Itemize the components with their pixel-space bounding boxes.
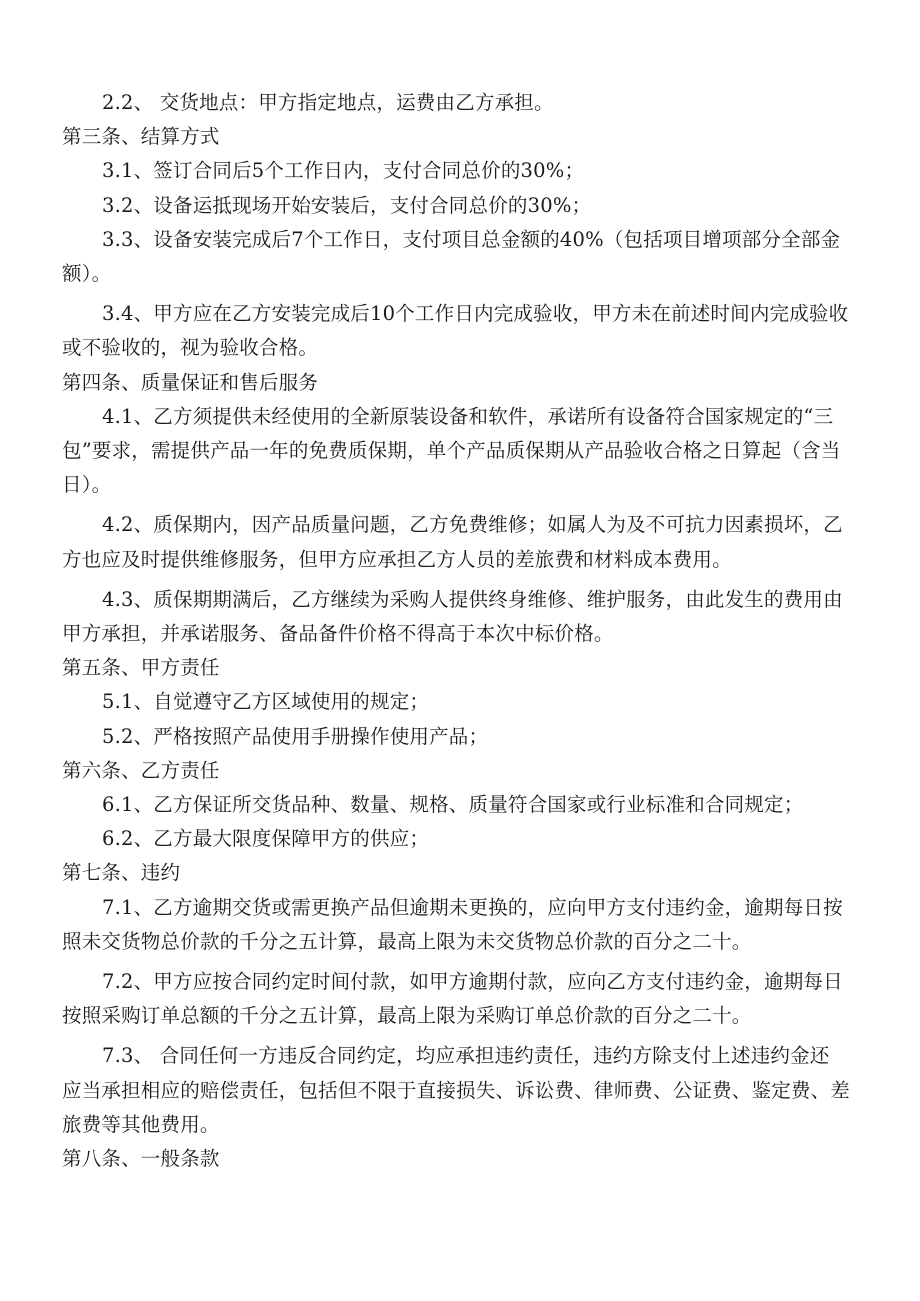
paragraph-continuation: 日）。 [62, 473, 112, 497]
paragraph-continuation: 方也应及时提供维修服务，但甲方应承担乙方人员的差旅费和材料成本费用。 [62, 547, 732, 571]
paragraph-line: 3.3、设备安装完成后7个工作日，支付项目总金额的40%（包括项目增项部分全部金 [102, 227, 841, 251]
paragraph-line: 4.1、乙方须提供未经使用的全新原装设备和软件，承诺所有设备符合国家规定的“三 [102, 404, 834, 428]
paragraph-line: 6.2、乙方最大限度保障甲方的供应； [102, 827, 430, 851]
paragraph-continuation: 按照采购订单总额的千分之五计算，最高上限为采购订单总价款的百分之二十。 [62, 1004, 752, 1028]
paragraph-line: 3.4、甲方应在乙方安装完成后10个工作日内完成验收，甲方未在前述时间内完成验收 [102, 302, 849, 326]
section-heading: 第六条、乙方责任 [62, 758, 220, 782]
paragraph-line: 7.1、乙方逾期交货或需更换产品但逾期未更换的，应向甲方支付违约金，逾期每日按 [102, 895, 843, 919]
paragraph-line: 4.3、质保期期满后，乙方继续为采购人提供终身维修、维护服务，由此发生的费用由 [102, 587, 843, 611]
section-heading: 第七条、违约 [62, 861, 181, 885]
section-heading: 第八条、一般条款 [62, 1147, 220, 1171]
paragraph-line: 6.1、乙方保证所交货品种、数量、规格、质量符合国家或行业标准和合同规定； [102, 793, 804, 817]
paragraph-line: 7.3、 合同任何一方违反合同约定，均应承担违约责任，违约方除支付上述违约金还 [102, 1044, 830, 1068]
paragraph-line: 5.2、严格按照产品使用手册操作使用产品； [102, 724, 489, 748]
paragraph-line: 2.2、 交货地点：甲方指定地点，运费由乙方承担。 [102, 91, 554, 114]
paragraph-line: 4.2、质保期内，因产品质量问题，乙方免费维修；如属人为及不可抗力因素损坏，乙 [102, 513, 843, 537]
paragraph-continuation: 甲方承担，并承诺服务、备品备件价格不得高于本次中标价格。 [62, 622, 614, 646]
paragraph-continuation: 包”要求，需提供产品一年的免费质保期，单个产品质保期从产品验收合格之日算起（含当 [62, 439, 841, 463]
paragraph-continuation: 额）。 [62, 262, 112, 286]
paragraph-line: 3.1、签订合同后5个工作日内，支付合同总价的30%； [102, 159, 585, 183]
section-heading: 第三条、结算方式 [62, 125, 220, 149]
section-heading: 第四条、质量保证和售后服务 [62, 370, 319, 394]
paragraph-line: 5.1、自觉遵守乙方区域使用的规定； [102, 690, 430, 714]
contract-page [62, 86, 862, 1176]
paragraph-line: 3.2、设备运抵现场开始安装后，支付合同总价的30%； [102, 193, 592, 217]
paragraph-continuation: 照未交货物总价款的千分之五计算，最高上限为未交货物总价款的百分之二十。 [62, 929, 752, 953]
paragraph-continuation: 应当承担相应的赔偿责任，包括但不限于直接损失、诉讼费、律师费、公证费、鉴定费、差 [62, 1078, 851, 1102]
section-heading: 第五条、甲方责任 [62, 656, 220, 680]
paragraph-line: 7.2、甲方应按合同约定时间付款，如甲方逾期付款，应向乙方支付违约金，逾期每日 [102, 970, 843, 994]
paragraph-continuation: 旅费等其他费用。 [62, 1112, 220, 1136]
paragraph-continuation: 或不验收的，视为验收合格。 [62, 336, 319, 360]
